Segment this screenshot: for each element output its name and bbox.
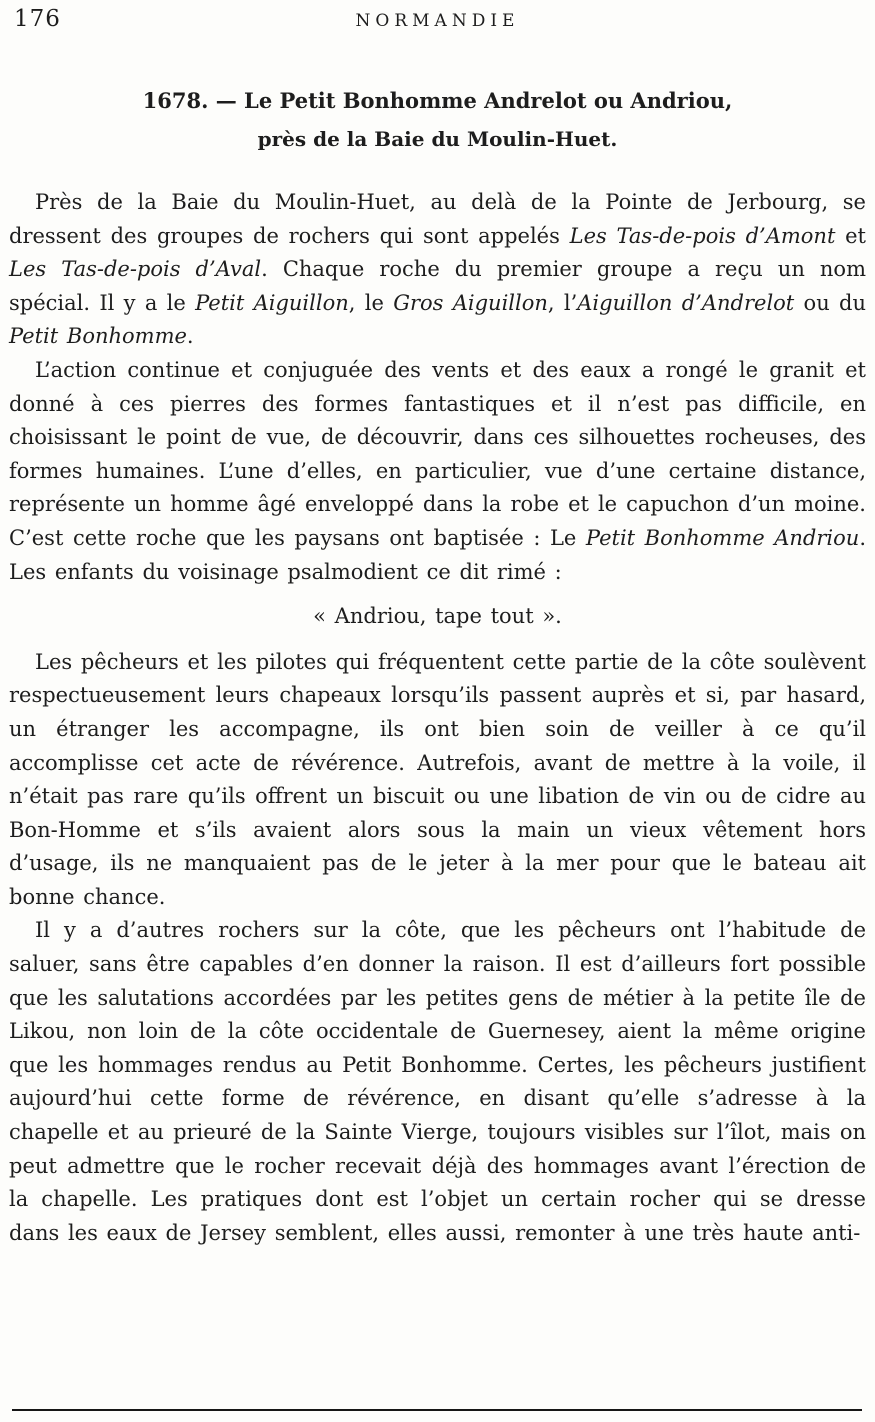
running-head: NORMANDIE (355, 11, 520, 31)
text-run: . (186, 324, 194, 349)
text-run: . Chaque roche du premier groupe a reçu un nom spécial. Il y a le (9, 257, 866, 315)
text-run: , le (348, 290, 394, 315)
text-run: Il y a d’autres rochers sur la côte, que les pêcheurs ont l’habitude de saluer, sans être capables d’en donner la raison. Il est d’ailleurs fort possible que les salutations accordées par les petites gens de métier à la petite île de Likou, non loin de la côte occidentale de Guernesey, aient la même origine que les hommages rendus au Petit Bonhomme. Certes, les pêcheurs justifient aujourd’hui cette forme de révérence, en disant qu’elle s’adresse à la chapelle et au prieuré de la Sainte Vierge, toujours visibles sur l’îlot, mais on peut admettre que le rocher recevait déjà des hommages avant l’érection de la chapelle. Les pratiques dont est l’objet un certain rocher qui se dresse dans les eaux de Jersey semblent, elles aussi, remonter à une très haute anti- (9, 918, 866, 1245)
paragraph-3 (9, 646, 866, 915)
italic-text: Petit Bonhomme Andriou (585, 525, 860, 550)
article-title-line2: près de la Baie du Moulin-Huet. (257, 127, 618, 151)
page-edge-line (12, 1409, 862, 1411)
italic-text: Petit Aiguillon (195, 290, 349, 315)
text-run: Les pêcheurs et les pilotes qui fréquentent cette partie de la côte soulèvent respectueusement leurs chapeaux lorsqu’ils passent auprès et si, par hasard, un étranger les accompagne, ils ont bien soin de veiller à ce qu’il accomplisse cet acte de révérence. Autrefois, avant de mettre à la voile, il n’était pas rare qu’ils offrent un biscuit ou une libation de vin ou de cidre au Bon-Homme et s’ils avaient alors sous la main un vieux vêtement hors d’usage, ils ne manquaient pas de le jeter à la mer pour que le bateau ait bonne chance. (9, 649, 866, 909)
article-title (9, 82, 866, 158)
paragraph-4 (9, 914, 866, 1250)
article-title-line1: 1678. — Le Petit Bonhomme Andrelot ou Andriou, (142, 88, 733, 113)
text-run: . Les enfants du voisinage psalmodient ce dit rimé : (9, 525, 866, 584)
text-run: et (835, 223, 866, 248)
italic-text: Gros Aiguillon (393, 290, 548, 315)
text-run: ou du (794, 290, 866, 315)
italic-text: Les Tas-de-pois d’Amont (569, 223, 836, 248)
italic-text: Petit Bonhomme (9, 324, 187, 349)
italic-text: Aiguillon d’Andrelot (577, 290, 795, 315)
rhyme-quote: « Andriou, tape tout ». (313, 604, 562, 629)
paragraph-2 (9, 354, 866, 589)
italic-text: Les Tas-de-pois d’Aval (9, 257, 262, 282)
text-run: L’action continue et conjuguée des vents et des eaux a rongé le granit et donné à ces pierres des formes fantastiques et il n’est pas difficile, en choisissant le point de vue, de découvrir, dans ces silhouettes rocheuses, des formes humaines. L’une d’elles, en particulier, vue d’une certaine distance, représente un homme âgé enveloppé dans la robe et le capuchon d’un moine. C’est cette roche que les paysans ont baptisée : Le (9, 357, 866, 550)
page-header (9, 8, 866, 40)
paragraph-1 (9, 186, 866, 354)
text-run: , l’ (547, 290, 578, 315)
article-body (9, 186, 866, 1250)
text-run: Près de la Baie du Moulin-Huet, au delà de la Pointe de Jerbourg, se dressent des groupes de rochers qui sont appelés (9, 190, 866, 248)
page-number: 176 (14, 6, 61, 32)
